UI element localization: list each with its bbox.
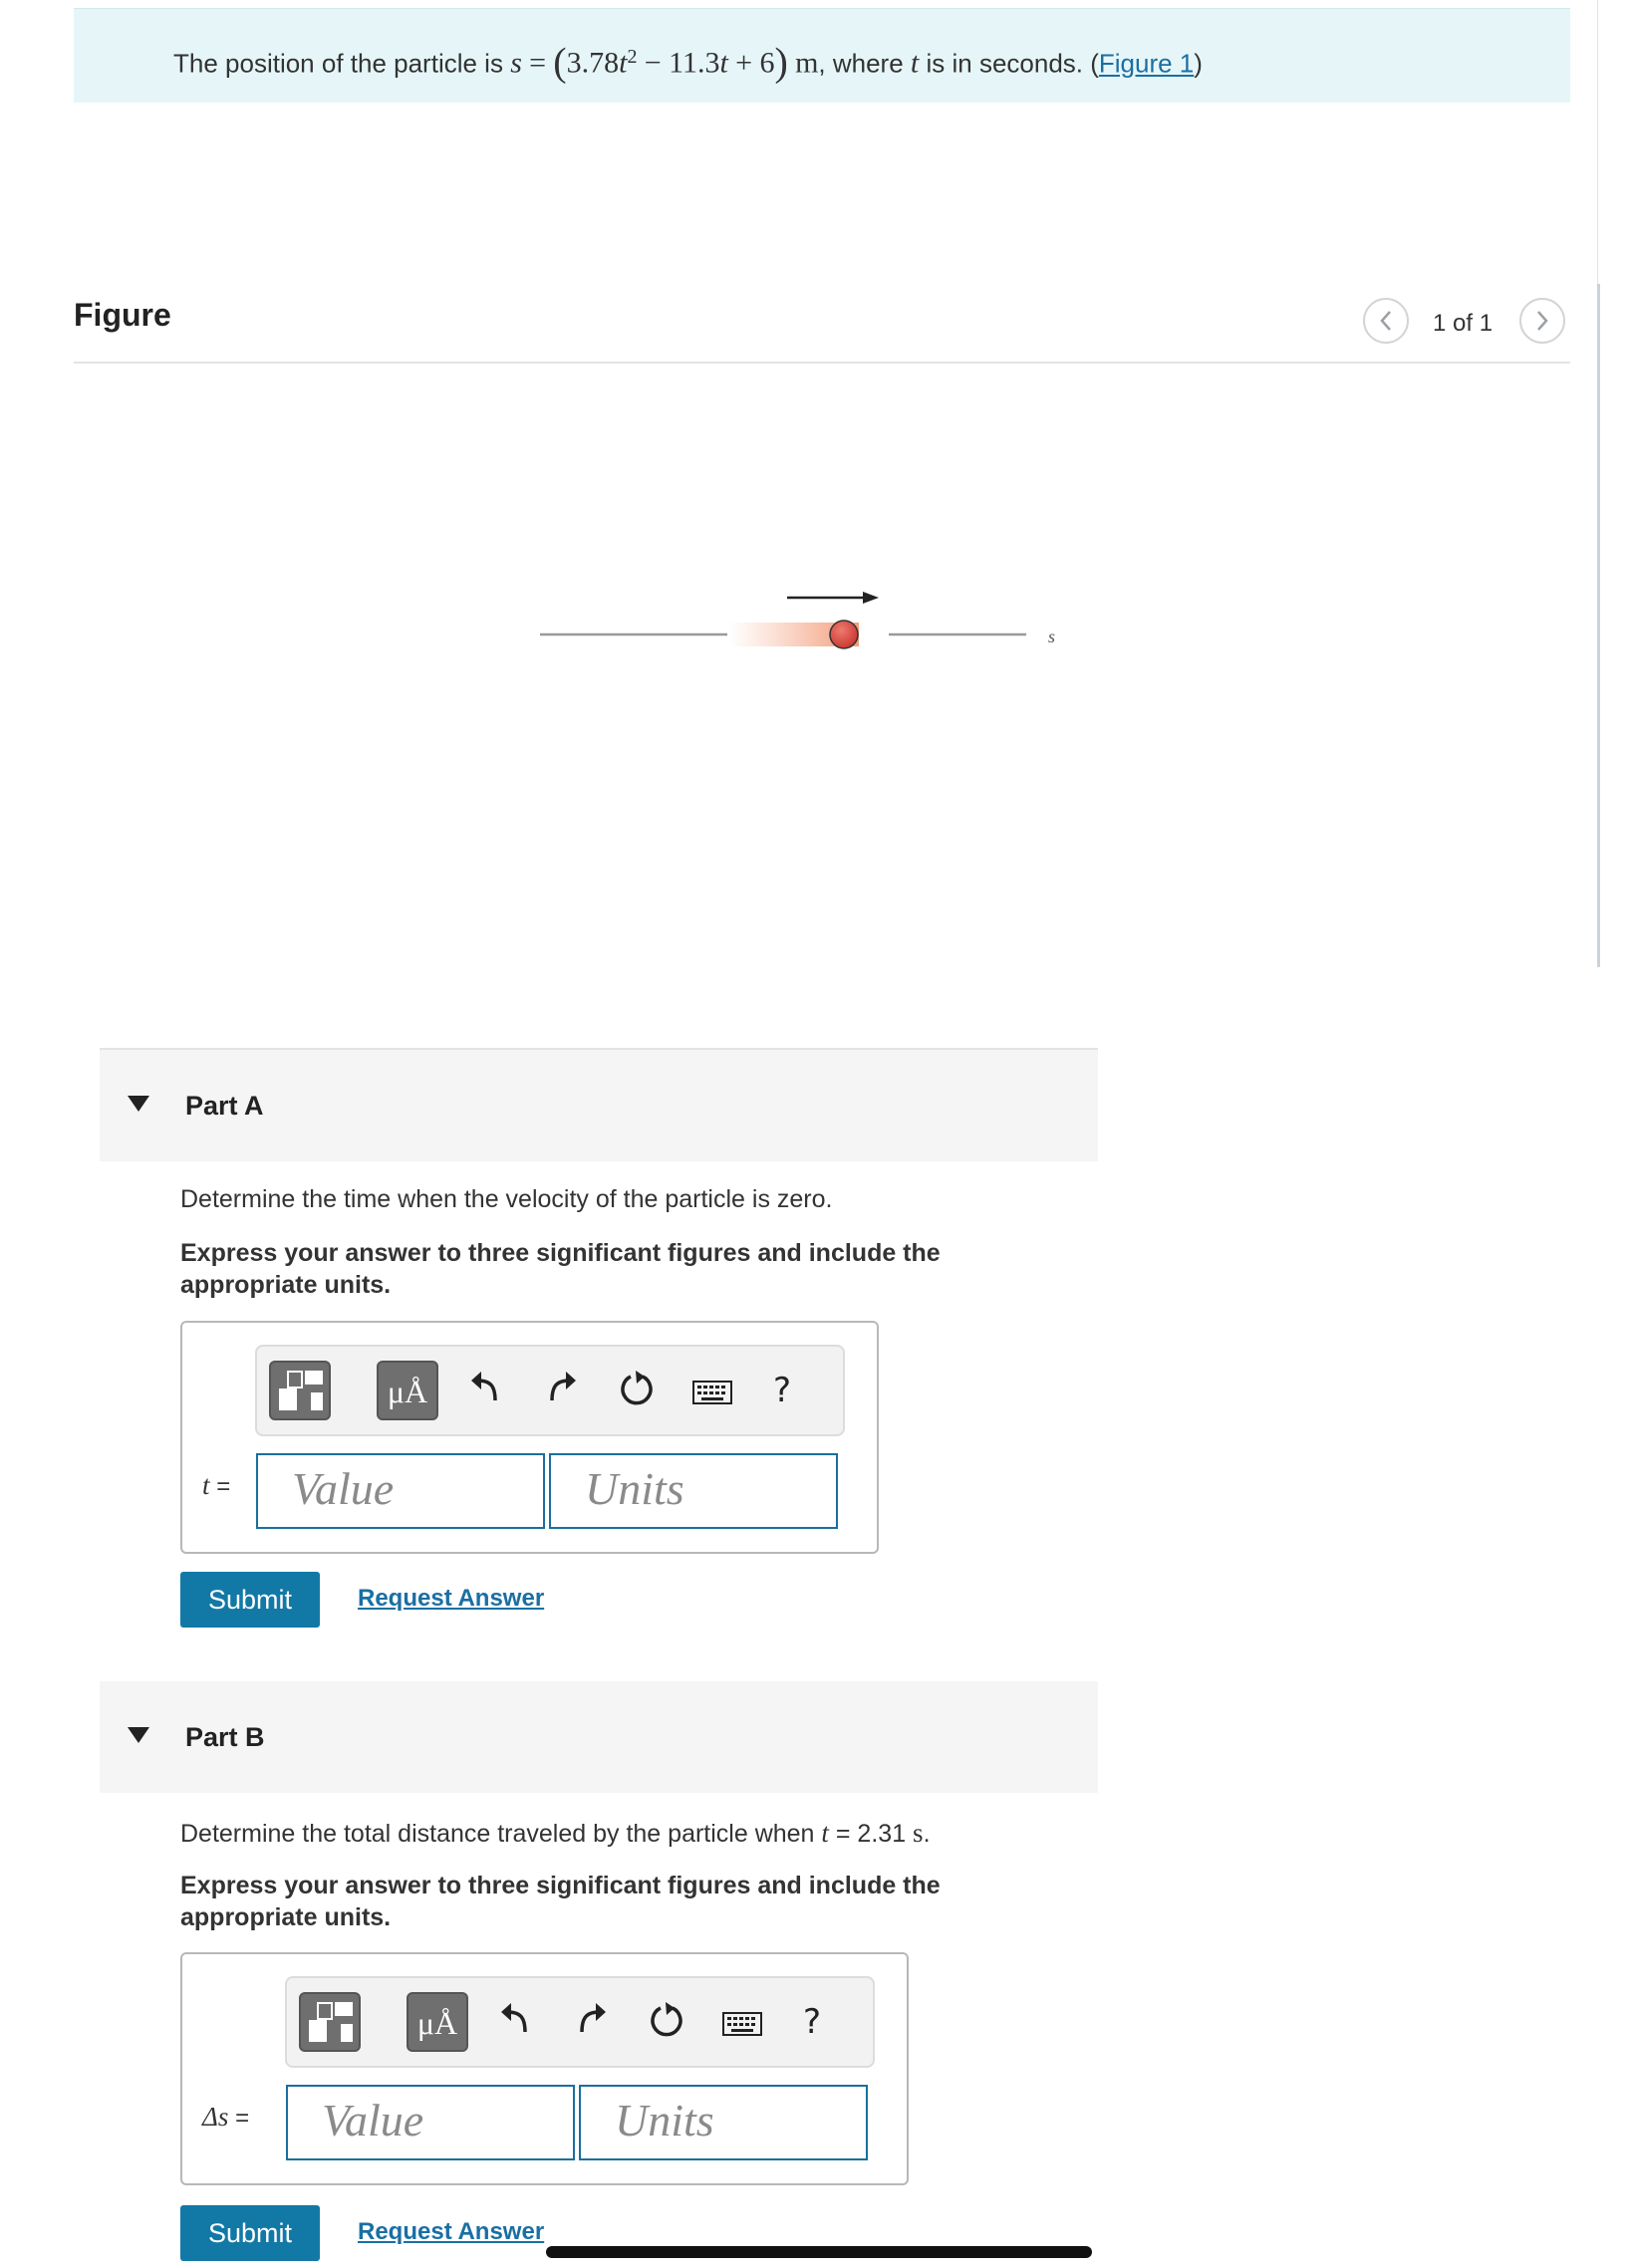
collapse-triangle-icon[interactable] [128,1096,149,1112]
templates-icon[interactable] [299,1992,361,2052]
help-icon[interactable]: ? [773,1371,792,1410]
undo-icon[interactable] [499,2000,531,2045]
units-icon[interactable]: μÅ [407,1992,468,2052]
problem-paren-close: ) [774,39,788,85]
problem-unit: m [795,46,819,80]
part-a-toolbar [255,1345,845,1436]
particle-figure [518,578,1076,677]
axis-label-s: s [1048,627,1056,646]
part-a-header[interactable] [100,1048,1098,1161]
chevron-left-icon [1379,310,1393,332]
panel-border [1597,0,1598,284]
figure-scrollbar[interactable] [1597,284,1600,967]
reset-icon[interactable] [649,2000,684,2049]
part-b-question [180,1818,931,1849]
part-a-units-input[interactable]: Units [549,1453,838,1529]
part-a-value-input[interactable]: Value [256,1453,545,1529]
keyboard-icon[interactable] [692,1377,732,1415]
problem-suffix: is in seconds. ( [926,48,1099,79]
part-b-question-unit: s [913,1818,924,1848]
part-b-answer-box [180,1952,909,2185]
next-figure-button[interactable] [1519,298,1565,344]
figure-title: Figure [74,297,171,333]
figure-divider [74,362,1570,364]
part-b-question-prefix: Determine the total distance traveled by the particle when [180,1820,815,1848]
collapse-triangle-icon[interactable] [128,1727,149,1743]
problem-close: ) [1194,48,1203,79]
part-b-units-input[interactable]: Units [579,2085,868,2160]
part-b-value-input[interactable]: Value [286,2085,575,2160]
part-b-request-answer-link[interactable]: Request Answer [358,2218,545,2245]
templates-icon[interactable] [269,1361,331,1420]
part-a-label: Part A [185,1091,264,1121]
redo-icon[interactable] [546,1369,578,1413]
problem-var-s: s [510,46,522,80]
home-indicator-bar [546,2246,1092,2258]
part-b-label: Part B [185,1722,265,1752]
part-b-header[interactable] [100,1681,1098,1793]
keyboard-icon[interactable] [722,2008,762,2047]
problem-plus-term: + 6 [735,46,775,80]
part-b-var-label: Δs = [202,2102,250,2132]
part-b-submit-button[interactable]: Submit [180,2205,320,2261]
chevron-right-icon [1535,310,1549,332]
part-a-request-answer-link[interactable]: Request Answer [358,1585,545,1612]
part-b-question-var: t [821,1818,829,1848]
problem-equals: = [529,46,547,80]
undo-icon[interactable] [469,1369,501,1413]
prev-figure-button[interactable] [1363,298,1409,344]
problem-mid: , where [818,48,904,79]
part-b-toolbar [285,1976,875,2068]
problem-coef: 3.78 [566,46,620,80]
reset-icon[interactable] [619,1369,655,1417]
part-b-instruction: Express your answer to three significant figures and include the appropriate units. [180,1872,941,1931]
part-a-answer-box [180,1321,879,1554]
units-icon[interactable]: μÅ [377,1361,438,1420]
help-icon[interactable]: ? [803,2002,822,2042]
problem-text [173,9,1203,103]
redo-icon[interactable] [576,2000,608,2045]
part-a-submit-button[interactable]: Submit [180,1572,320,1628]
part-a-var-label: t = [202,1470,231,1500]
velocity-arrow-head [863,592,879,604]
problem-minus-term: − 11.3 [644,46,720,80]
problem-var-t2: t [719,46,728,80]
problem-statement-banner [74,8,1570,103]
figure-link[interactable]: Figure 1 [1098,48,1195,79]
problem-paren-open: ( [553,39,567,85]
part-a-question: Determine the time when the velocity of the particle is zero. [180,1185,833,1213]
problem-prefix: The position of the particle is [173,48,503,79]
part-b-question-value: = 2.31 [835,1820,907,1848]
part-a-instruction: Express your answer to three significant figures and include the appropriate units. [180,1239,941,1299]
figure-page-count: 1 of 1 [1433,310,1494,337]
problem-exponent: 2 [627,46,638,68]
problem-var-t3: t [910,46,920,80]
particle [830,621,858,648]
problem-var-t1: t [619,46,628,80]
part-b-question-end: . [923,1820,931,1848]
